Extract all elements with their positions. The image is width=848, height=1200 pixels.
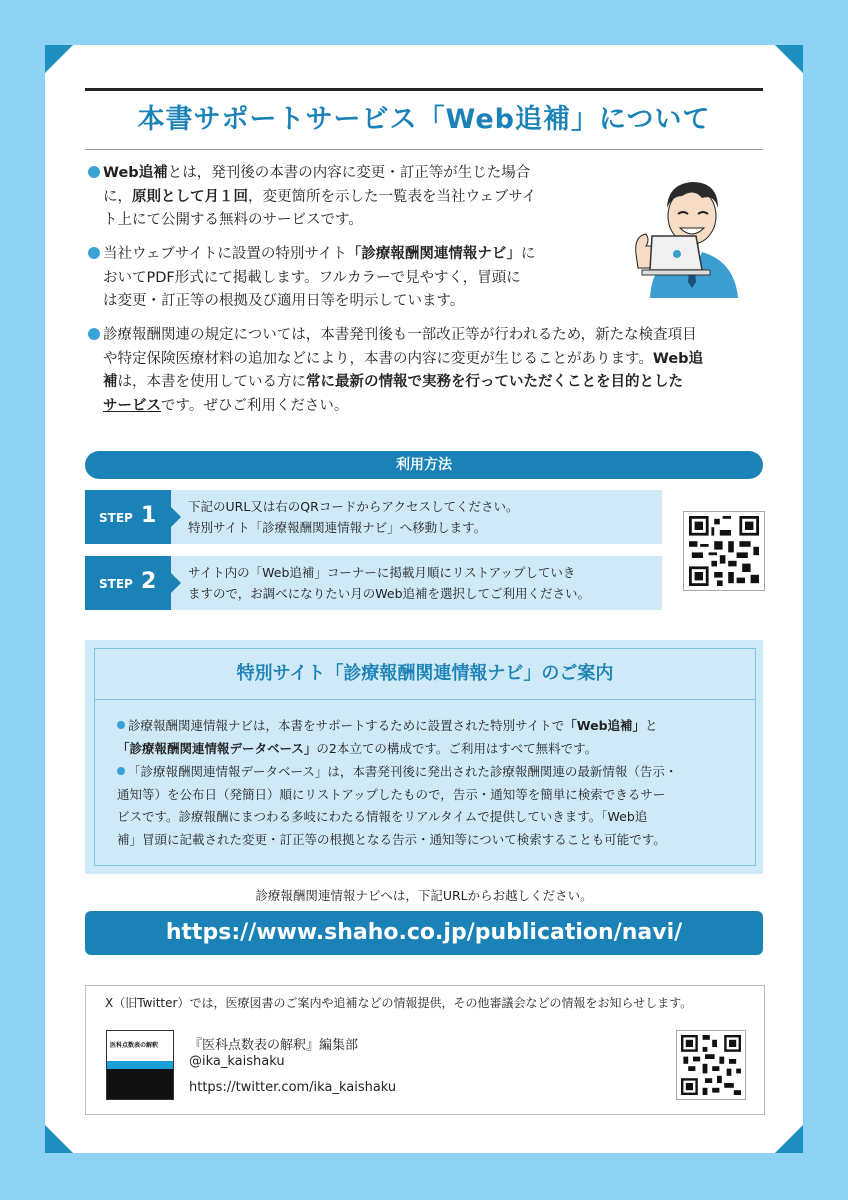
businessman-laptop-illustration	[622, 158, 762, 298]
book-cover-image: 医科点数表の解釈	[106, 1030, 174, 1100]
x-link[interactable]: https://twitter.com/ika_kaishaku	[189, 1080, 397, 1095]
step-2	[85, 556, 662, 610]
step-1	[85, 490, 662, 544]
corner-decoration	[775, 1125, 803, 1153]
intro-bullet-3: 診療報酬関連の規定については，本書発刊後も一部改正等が行われるため，新たな検査項目 や特定保険医療材料の追加などにより，本書の内容に変更が生じることがあります。Web追 補は，本書を使用している方に常に最新の情報で実務を行っていただくことを目的とした サービスです。ぜひご利用ください。	[88, 324, 703, 418]
step-tag: STEP 1	[85, 490, 171, 544]
page-title: 本書サポートサービス「Web追補」について	[137, 104, 711, 135]
qr-code-icon	[681, 1035, 741, 1095]
step-text: 下記のURL又は右のQRコードからアクセスしてください。 特別サイト「診療報酬関連情報ナビ」へ移動します。	[188, 499, 519, 535]
guide-title: 特別サイト「診療報酬関連情報ナビ」のご案内	[95, 649, 755, 700]
title-block	[85, 88, 763, 150]
navi-url-link[interactable]: https://www.shaho.co.jp/publication/navi/	[85, 911, 763, 955]
x-qr-code[interactable]	[676, 1030, 746, 1100]
site-qr-code[interactable]	[683, 511, 765, 591]
guide-paragraph-1: 診療報酬関連情報ナビは，本書をサポートするために設置された特別サイトで「Web追補」と 「診療報酬関連情報データベース」の2本立ての構成です。ご利用はすべて無料です。	[117, 718, 658, 756]
bullet-dot-icon	[117, 721, 125, 729]
corner-decoration	[45, 1125, 73, 1153]
corner-decoration	[45, 45, 73, 73]
step-text: サイト内の「Web追補」コーナーに掲載月順にリストアップしていき ますので，お調べになりたい月のWeb追補を選択してご利用ください。	[188, 565, 591, 601]
corner-decoration	[775, 45, 803, 73]
bullet-dot-icon	[117, 767, 125, 775]
x-twitter-box	[85, 985, 765, 1115]
bullet-dot-icon	[88, 247, 100, 259]
bullet-dot-icon	[88, 166, 100, 178]
x-handle[interactable]: @ika_kaishaku	[189, 1054, 285, 1069]
visit-instruction: 診療報酬関連情報ナビへは，下記URLからお越しください。	[255, 888, 593, 903]
bullet-dot-icon	[88, 328, 100, 340]
usage-heading: 利用方法	[85, 451, 763, 479]
x-note: X（旧Twitter）では，医療図書のご案内や追補などの情報提供，その他審議会などの情報をお知らせします。	[105, 996, 693, 1010]
navi-guide-box	[85, 640, 763, 874]
intro-bullet-2: 当社ウェブサイトに設置の特別サイト「診療報酬関連情報ナビ」に おいてPDF形式にて掲載します。フルカラーで見やすく，冒頭に は変更・訂正等の根拠及び適用日等を明示しています。	[88, 243, 535, 314]
qr-code-icon	[689, 516, 759, 586]
x-dept: 『医科点数表の解釈』編集部	[189, 1038, 359, 1053]
step-tag: STEP 2	[85, 556, 171, 610]
intro-bullet-1: Web追補とは，発刊後の本書の内容に変更・訂正等が生じた場合 に，原則として月１回，変更箇所を示した一覧表を当社ウェブサイ ト上にて公開する無料のサービスです。	[88, 162, 536, 233]
guide-paragraph-2: 「診療報酬関連情報データベース」は，本書発刊後に発出された診療報酬関連の最新情報（告示・ 通知等）を公布日（発簡日）順にリストアップしたもので，告示・通知等を簡単に検索できるサー ビスです。診療報酬にまつわる多岐にわたる情報をリアルタイムで提供していきます。「Web追 補」冒頭に記載された変更・訂正等の根拠となる告示・通知等について検索することも可能です。	[117, 764, 678, 847]
